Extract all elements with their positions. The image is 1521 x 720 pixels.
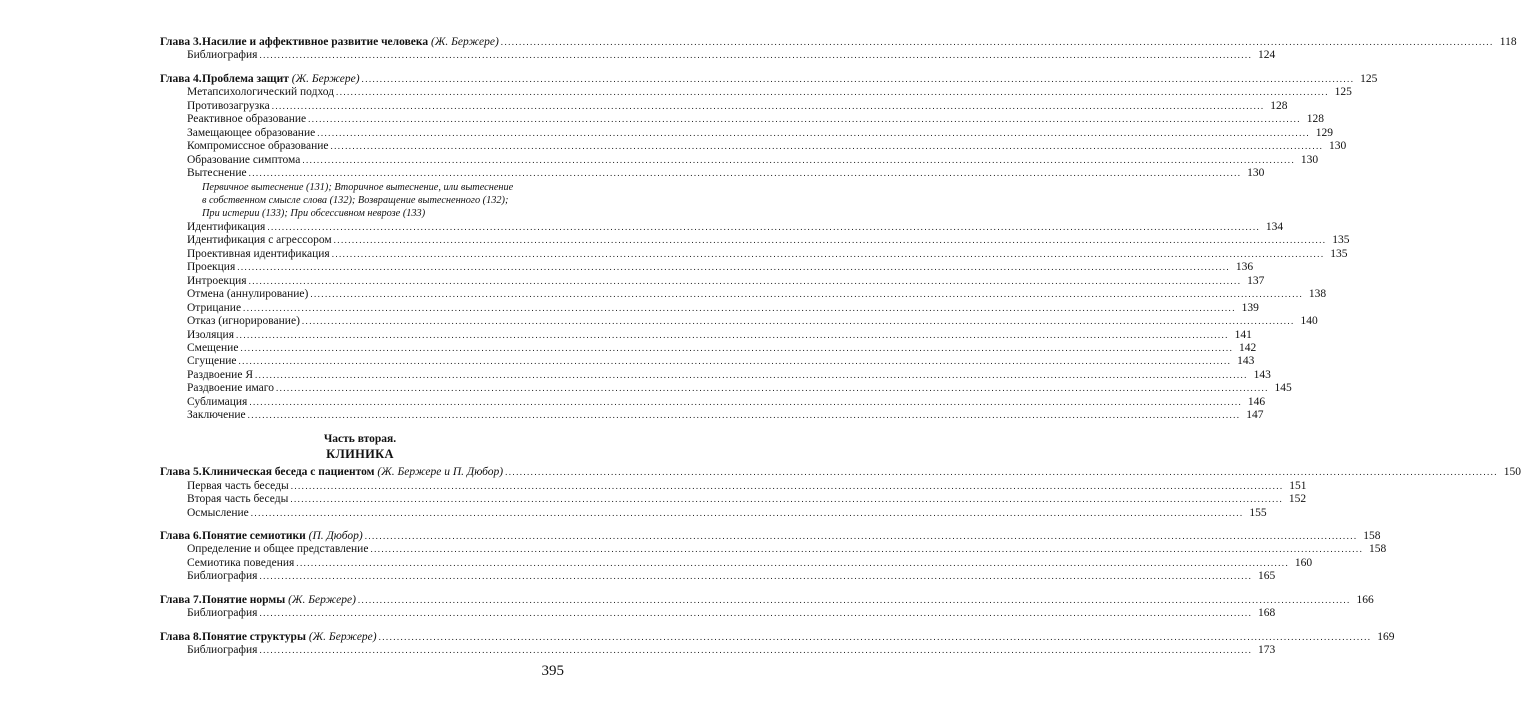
entry-title: Смещение (187, 341, 239, 354)
chapter-label: Глава 7. (160, 593, 202, 606)
leader-dots (259, 570, 1252, 583)
page-ref: 169 (1377, 630, 1395, 643)
page-ref: 130 (1247, 167, 1265, 180)
entry-title: Метапсихологический подход (187, 86, 335, 99)
page-ref: 145 (1274, 382, 1292, 395)
page-ref: 166 (1356, 593, 1374, 606)
entry-title: Раздвоение Я (187, 368, 253, 381)
entry-title: Вторая часть беседы (187, 493, 289, 506)
leader-dots (249, 167, 1242, 180)
leader-dots (290, 493, 1283, 506)
page-ref: 137 (1247, 274, 1265, 287)
toc-entry[interactable] (160, 368, 1271, 382)
leader-dots (276, 382, 1269, 395)
toc-entry[interactable] (160, 86, 1352, 99)
leader-dots (239, 355, 1232, 368)
page-ref: 124 (1258, 49, 1276, 62)
toc-entry[interactable] (160, 556, 1313, 570)
toc-entry[interactable] (160, 570, 1276, 583)
chapter-title: Проблема защит (202, 72, 289, 85)
page-ref: 130 (1300, 153, 1319, 166)
toc-entry[interactable] (160, 274, 1265, 288)
page-ref: 135 (1330, 247, 1348, 260)
entry-title: Библиография (187, 570, 258, 583)
chapter-author: (Ж. Бержере и П. Дюбор) (377, 466, 504, 479)
part-title: Часть вторая. (323, 432, 397, 445)
leader-dots (240, 342, 1233, 355)
entry-title: Библиография (187, 607, 258, 620)
leader-dots (249, 275, 1242, 288)
toc-entry[interactable] (160, 113, 1324, 126)
part-name: КЛИНИКА (326, 447, 394, 462)
page-ref: 142 (1239, 341, 1257, 354)
page-ref: 140 (1300, 315, 1318, 328)
subsection-note: При истерии (133); При обсессивном неврозе (133) (202, 208, 426, 220)
toc-entry[interactable] (160, 409, 1264, 422)
toc-entry[interactable] (160, 543, 1387, 556)
entry-title: Идентификация с агрессором (187, 234, 332, 247)
entry-title: Компромиссное образование (187, 140, 329, 153)
leader-dots (302, 154, 1295, 167)
toc-entry[interactable] (160, 355, 1255, 368)
entry-title: Реактивное образование (187, 113, 307, 126)
subsection-note: Первичное вытеснение (131); Вторичное вытеснение, или вытеснение (202, 181, 514, 193)
page-ref: 155 (1249, 506, 1267, 519)
page-ref: 138 (1308, 288, 1327, 301)
toc-entry[interactable] (160, 382, 1292, 395)
entry-title: Замещающее образование (187, 126, 316, 139)
page-ref: 128 (1270, 99, 1288, 112)
entry-title: Проекция (187, 261, 236, 274)
leader-dots (317, 127, 1310, 140)
page-ref: 173 (1258, 644, 1276, 657)
entry-title: Вытеснение (187, 167, 247, 180)
leader-dots (505, 466, 1498, 479)
toc-entry[interactable] (160, 49, 1276, 62)
entry-title: Раздвоение имаго (187, 382, 274, 395)
chapter-author: (Ж. Бержере) (308, 630, 377, 643)
toc-entry[interactable] (160, 140, 1347, 153)
leader-dots (267, 221, 1260, 234)
entry-title: Заключение (187, 409, 246, 422)
leader-dots (310, 288, 1303, 301)
toc-entry[interactable] (160, 506, 1267, 520)
toc-entry[interactable] (160, 247, 1348, 261)
entry-title: Сублимация (187, 395, 248, 408)
page-ref: 143 (1237, 355, 1255, 368)
entry-title: Отрицание (187, 301, 242, 314)
entry-title: Противозагрузка (187, 99, 270, 112)
toc-entry[interactable] (160, 99, 1288, 113)
entry-title: Проективная идентификация (187, 247, 330, 260)
page-ref: 130 (1329, 140, 1347, 153)
entry-title: Библиография (187, 644, 258, 657)
chapter-label: Глава 3. (160, 36, 202, 48)
chapter-author: (Ж. Бержере) (288, 593, 356, 606)
toc-entry[interactable] (160, 479, 1307, 493)
toc-entry[interactable] (160, 261, 1254, 274)
chapter-label: Глава 4. (160, 72, 202, 85)
leader-dots (365, 530, 1358, 543)
leader-dots (330, 140, 1323, 153)
entry-title: Первая часть беседы (187, 479, 289, 492)
chapter-title: Понятие структуры (202, 630, 306, 643)
page-ref: 129 (1315, 126, 1334, 139)
chapter-title: Насилие и аффективное развитие человека (202, 36, 429, 48)
chapter-title: Понятие нормы (202, 593, 286, 606)
leader-dots (296, 557, 1289, 570)
chapter-title: Клиническая беседа с пациентом (202, 466, 375, 479)
entry-title: Библиография (187, 49, 258, 62)
page-ref: 139 (1241, 301, 1259, 314)
toc-entry[interactable] (160, 301, 1259, 315)
chapter-heading[interactable] (160, 529, 1381, 543)
chapter-label: Глава 5. (160, 466, 202, 479)
leader-dots (334, 234, 1327, 247)
page-ref: 146 (1247, 395, 1266, 408)
leader-dots (501, 36, 1494, 49)
leader-dots (336, 86, 1329, 99)
page-ref: 118 (1499, 36, 1517, 48)
page-ref: 160 (1294, 556, 1313, 569)
page-ref: 128 (1306, 113, 1324, 126)
leader-dots (236, 329, 1229, 342)
leader-dots (379, 631, 1372, 644)
toc-entry[interactable] (160, 288, 1327, 301)
page-ref: 158 (1369, 543, 1387, 556)
leader-dots (272, 100, 1265, 113)
leader-dots (255, 369, 1248, 382)
chapter-heading[interactable] (160, 630, 1395, 644)
page-ref: 147 (1246, 409, 1264, 422)
toc-entry[interactable] (160, 126, 1334, 140)
toc-entry[interactable] (160, 220, 1284, 234)
page-ref: 125 (1360, 72, 1378, 85)
leader-dots (259, 607, 1252, 620)
subsection-note: в собственном смысле слова (132); Возвращение вытесненного (132); (202, 194, 509, 206)
leader-dots (248, 409, 1241, 422)
toc-entry[interactable] (160, 493, 1307, 506)
chapter-heading[interactable] (160, 72, 1378, 86)
page-ref: 134 (1265, 220, 1284, 233)
leader-dots (243, 302, 1236, 315)
page-ref: 135 (1332, 234, 1350, 247)
toc-entry[interactable] (160, 395, 1266, 409)
leader-dots (291, 480, 1284, 493)
leader-dots (332, 248, 1325, 261)
leader-dots (251, 507, 1244, 520)
page-ref: 150 (1503, 466, 1521, 479)
page-ref: 136 (1235, 261, 1254, 274)
chapter-heading[interactable] (160, 593, 1374, 607)
entry-title: Сгущение (187, 355, 237, 368)
leader-dots (302, 315, 1295, 328)
leader-dots (358, 594, 1351, 607)
toc-entry[interactable] (160, 315, 1318, 328)
leader-dots (259, 49, 1252, 62)
page-ref: 143 (1253, 368, 1271, 381)
chapter-heading[interactable] (160, 466, 1521, 479)
page-ref: 125 (1334, 86, 1352, 99)
entry-title: Изоляция (187, 328, 235, 341)
page-ref: 158 (1363, 529, 1381, 542)
leader-dots (362, 73, 1355, 86)
entry-title: Осмысление (187, 506, 249, 519)
entry-title: Идентификация (187, 220, 266, 233)
leader-dots (370, 543, 1363, 556)
entry-title: Отказ (игнорирование) (187, 315, 300, 328)
page-ref: 168 (1258, 607, 1276, 620)
page-ref: 165 (1258, 570, 1276, 583)
leader-dots (249, 396, 1242, 409)
chapter-label: Глава 8. (160, 630, 202, 643)
page-ref: 151 (1289, 479, 1307, 492)
chapter-label: Глава 6. (160, 529, 202, 542)
leader-dots (259, 644, 1252, 657)
page-ref: 152 (1288, 493, 1307, 506)
entry-title: Образование симптома (187, 153, 301, 166)
entry-title: Определение и общее представление (187, 543, 369, 556)
page-number: 395 (541, 663, 564, 679)
toc-entry[interactable] (160, 153, 1319, 167)
chapter-author: (Ж. Бержере) (291, 72, 360, 85)
toc-entry[interactable] (160, 234, 1350, 247)
chapter-author: (Ж. Бержере) (430, 36, 499, 48)
chapter-heading[interactable] (160, 36, 1517, 49)
entry-title: Отмена (аннулирование) (187, 288, 309, 301)
toc-entry[interactable] (160, 341, 1257, 355)
table-of-contents (160, 36, 1521, 658)
toc-entry[interactable] (160, 607, 1276, 620)
toc-entry[interactable] (160, 328, 1252, 342)
chapter-author: (П. Дюбор) (308, 529, 363, 542)
entry-title: Семиотика поведения (187, 556, 295, 569)
leader-dots (237, 261, 1230, 274)
page-ref: 141 (1234, 328, 1252, 341)
toc-entry[interactable] (160, 167, 1265, 180)
entry-title: Интроекция (187, 274, 247, 287)
chapter-title: Понятие семиотики (202, 529, 306, 542)
toc-entry[interactable] (160, 644, 1276, 657)
leader-dots (308, 113, 1301, 126)
